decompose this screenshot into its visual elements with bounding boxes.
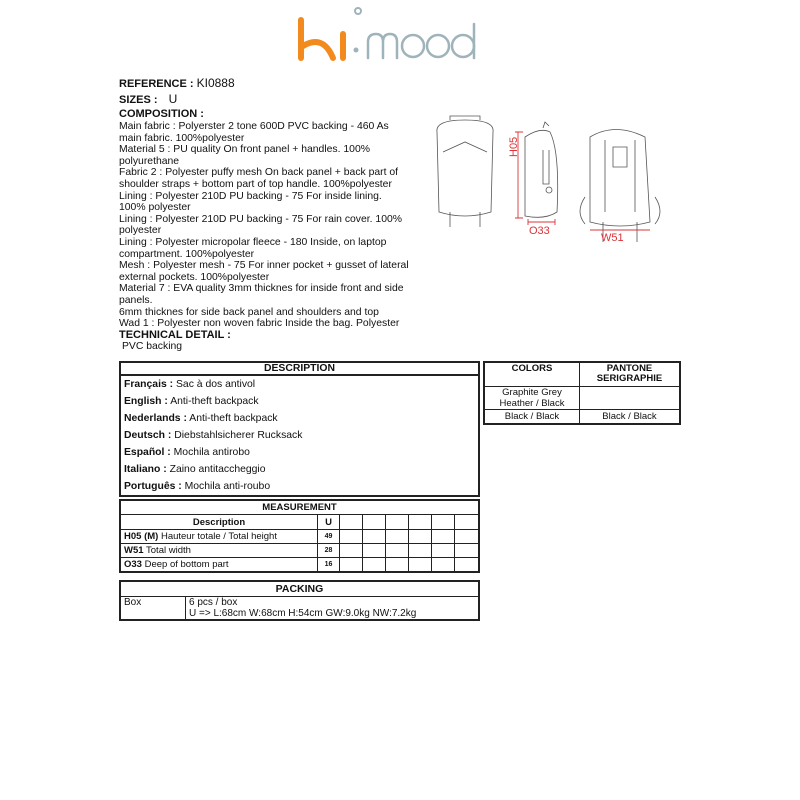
lang-text: Anti-theft backpack [189,413,278,424]
measure-label: Total width [146,545,191,556]
sizes-label: SIZES : [119,94,158,106]
table-row [120,444,479,461]
description-table [119,361,480,497]
measure-code: O33 [124,559,142,570]
table-row [484,386,680,409]
packing-line-1: 6 pcs / box [189,596,238,608]
sizes-value: U [168,92,178,106]
table-row [120,544,479,558]
backpack-side-drawing [525,122,558,217]
composition-line: Fabric 2 : Polyester puffy mesh On back panel + back part of shoulder straps + bottom part of top handle. 100%polyester [119,167,399,190]
technical-label: TECHNICAL DETAIL : [119,328,231,341]
lang-text: Anti-theft backpack [170,396,259,407]
sizes-row [119,92,177,106]
lang-label: English : [124,396,168,407]
backpack-front-drawing [437,116,493,227]
measure-value: 28 [318,544,340,558]
composition-line: 6mm thicknes for side back panel and shoulders and top [119,306,379,318]
packing-table [119,580,480,621]
lang-text: Diebstahlsicherer Rucksack [174,430,303,441]
composition-line: Mesh : Polyester mesh - 75 For inner pocket + gusset of lateral external pockets. 100%polyester [119,260,409,283]
measure-code: H05 (M) [124,531,159,542]
composition-line: Wad 1 : Polyester non woven fabric Inside the bag. Polyester [119,318,400,330]
lang-label: Italiano : [124,464,167,475]
dim-depth-label: O33 [529,225,550,237]
table-row [120,596,479,620]
reference-label: REFERENCE : [119,78,194,90]
dim-width-label: W51 [601,232,624,244]
lang-label: Português : [124,481,182,492]
reference-row [119,76,235,90]
pantone-header: PANTONE SERIGRAPHIE [580,362,681,386]
lang-label: Français : [124,379,174,390]
measure-code: W51 [124,545,144,556]
packing-line-2: U => L:68cm W:68cm H:54cm GW:9.0kg NW:7.2kg [189,607,417,619]
composition-line: Material 7 : EVA quality 3mm thicknes for inside front and side panels. [119,283,404,306]
pantone-value [580,386,681,409]
color-name: Graphite Grey Heather / Black [484,386,580,409]
lang-text: Mochila anti-roubo [184,481,271,492]
composition-line: Lining : Polyester micropolar fleece - 180 Inside, on laptop compartment. 100%polyester [119,236,387,260]
colors-table [483,361,681,425]
desc-header: Description [120,515,318,530]
color-name: Black / Black [484,409,580,424]
measurement-table [119,499,480,573]
table-row [120,427,479,444]
measure-label: Deep of bottom part [144,559,229,570]
packing-label: Box [120,596,186,620]
lang-label: Nederlands : [124,413,187,424]
reference-value: KI0888 [196,76,235,90]
composition-line: Main fabric : Polyerster 2 tone 600D PVC backing - 460 As main fabric. 100%polyester [119,121,389,144]
measure-value: 49 [318,530,340,544]
table-row [120,375,479,393]
measurement-title: MEASUREMENT [120,500,479,515]
lang-label: Español : [124,447,171,458]
table-row [484,409,680,424]
packing-title: PACKING [120,581,479,596]
table-row [120,530,479,544]
description-title: DESCRIPTION [120,362,479,375]
lang-label: Deutsch : [124,430,172,441]
measure-value: 16 [318,558,340,573]
table-row [120,558,479,573]
table-row [120,478,479,496]
pantone-value: Black / Black [580,409,681,424]
composition-line: Lining : Polyester 210D PU backing - 75 For inside lining. 100% polyester [119,190,382,214]
composition-line: Lining : Polyester 210D PU backing - 75 For rain cover. 100% polyester [119,213,403,237]
measure-label: Hauteur totale / Total height [160,531,277,542]
size-header: U [318,515,340,530]
table-row [120,393,479,410]
lang-text: Zaino antitaccheggio [169,464,266,475]
composition-label: COMPOSITION : [119,108,204,120]
dim-height-label: H05 [508,136,520,157]
composition-list [119,121,409,353]
backpack-back-drawing [580,130,660,243]
backpack-drawings [425,112,675,252]
lang-text: Mochila antirobo [173,447,250,458]
lang-text: Sac à dos antivol [175,379,256,390]
table-row [120,410,479,427]
technical-value: PVC backing [122,341,183,353]
colors-header: COLORS [484,362,580,386]
composition-line: Material 5 : PU quality On front panel + handles. 100% polyurethane [119,144,370,167]
kimood-logo [293,6,483,66]
table-row [120,461,479,478]
